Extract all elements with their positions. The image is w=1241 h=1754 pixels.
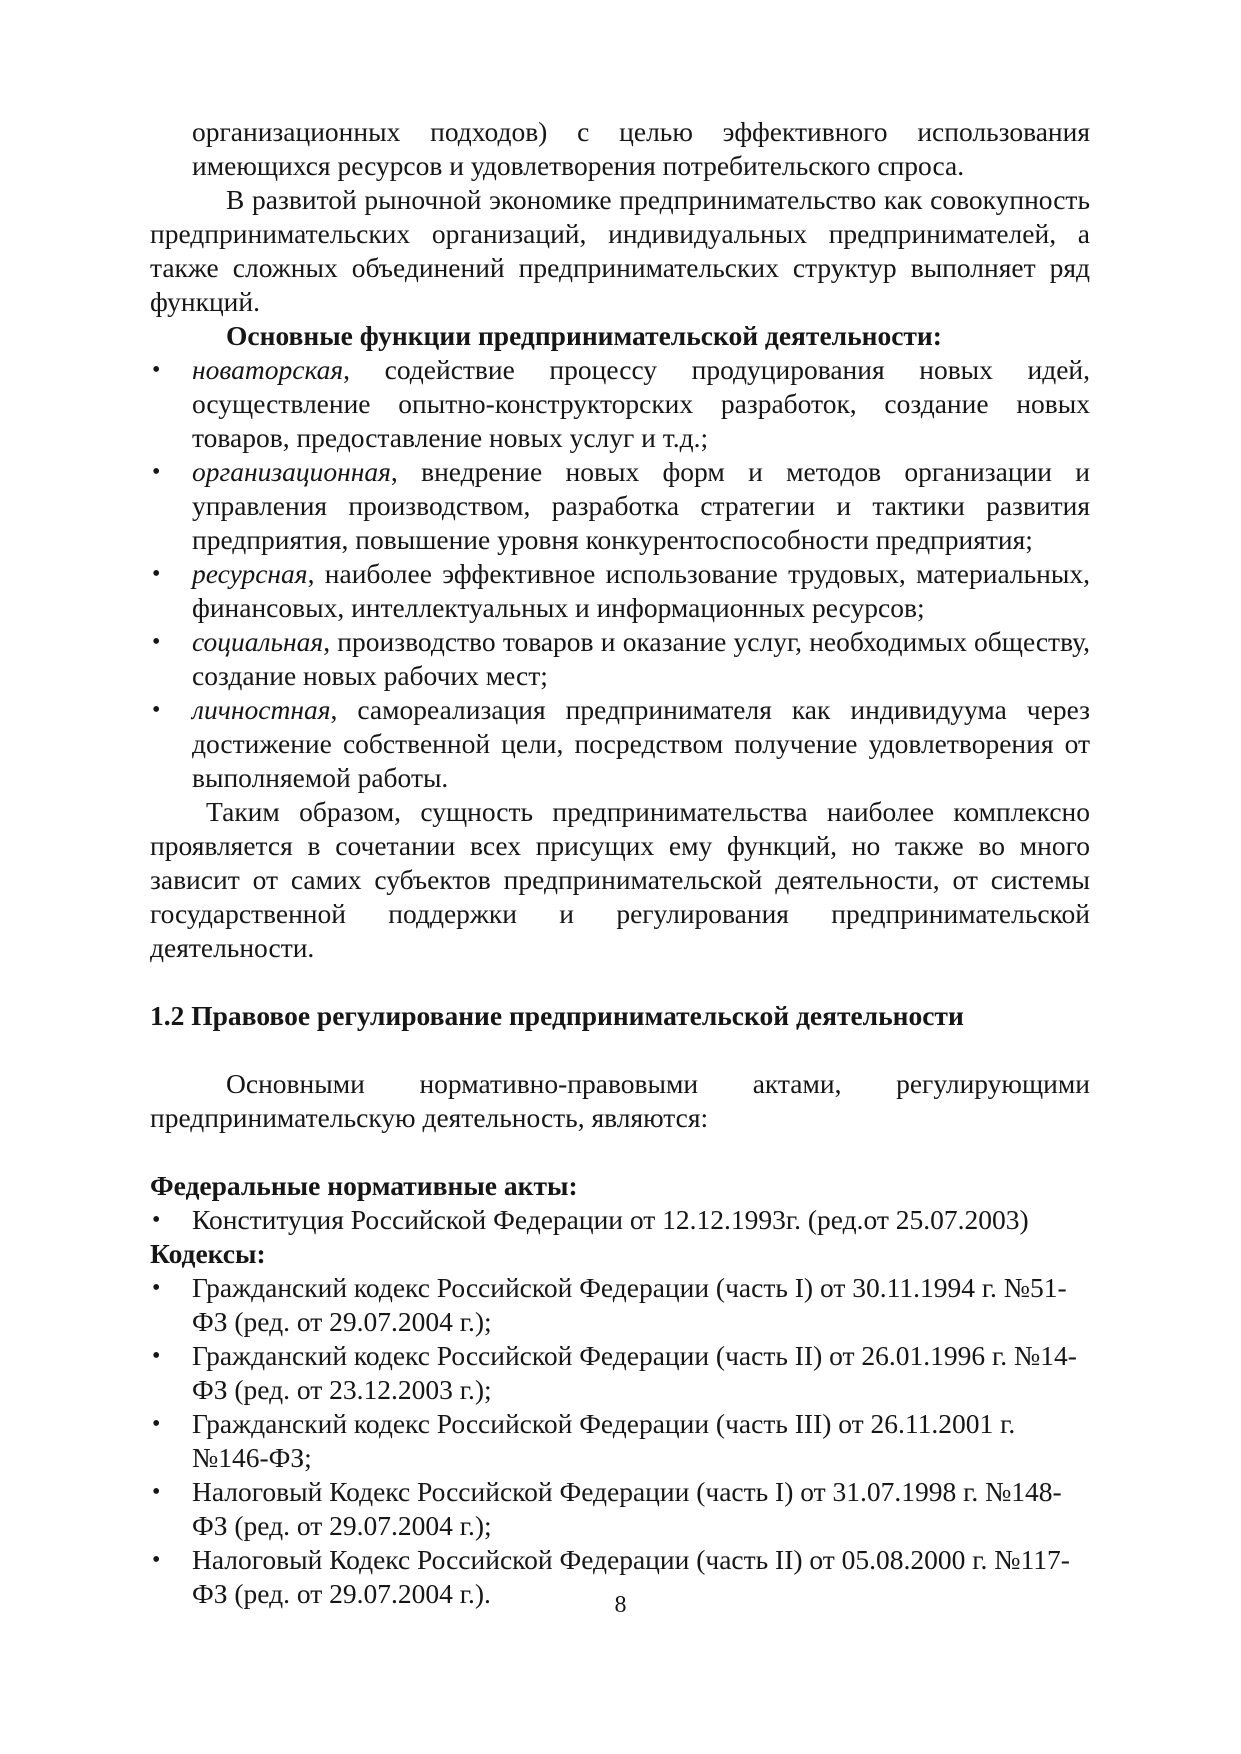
section-title: 1.2 Правовое регулирование предпринимательской деятельности <box>150 1000 964 1031</box>
bullet-icon: • <box>152 459 161 485</box>
function-term: социальная <box>192 626 324 657</box>
bullet-icon: • <box>152 697 161 723</box>
function-text: , внедрение новых форм и методов организации и управления производством, разработка стратегии и тактики развития предприятия, повышение уровня конкурентоспособности предприятия; <box>192 456 1090 555</box>
bullet-icon: • <box>152 1275 161 1301</box>
function-text: , наиболее эффективное использование трудовых, материальных, финансовых, интеллектуальных и информационных ресурсов; <box>192 558 1090 623</box>
code-text: Налоговый Кодекс Российской Федерации (часть II) от 05.08.2000 г. №117-ФЗ (ред. от 29.07.2004 г.). <box>192 1544 1070 1609</box>
federal-act-text: Конституция Российской Федерации от 12.12.1993г. (ред.от 25.07.2003) <box>192 1204 1029 1235</box>
list-item <box>150 455 1090 557</box>
function-term: личностная <box>192 694 331 725</box>
bullet-icon: • <box>152 1343 161 1369</box>
list-item <box>150 1407 1090 1475</box>
intro-continuation: организационных подходов) с целью эффективного использования имеющихся ресурсов и удовлетворения потребительского спроса. <box>192 116 1090 181</box>
list-item <box>150 693 1090 795</box>
function-text: , производство товаров и оказание услуг, необходимых обществу, создание новых рабочих мест; <box>192 626 1090 691</box>
function-text: , самореализация предпринимателя как индивидуума через достижение собственной цели, посредством получение удовлетворения от выполняемой работы. <box>192 694 1090 793</box>
function-text: , содействие процессу продуцирования новых идей, осуществление опытно-конструкторских разработок, создание новых товаров, предоставление новых услуг и т.д.; <box>192 354 1090 453</box>
bullet-icon: • <box>152 1207 161 1233</box>
federal-acts-list <box>150 1203 1090 1237</box>
bullet-icon: • <box>152 561 161 587</box>
spacer <box>150 1033 1090 1067</box>
bullet-icon: • <box>152 1547 161 1573</box>
functions-heading: Основные функции предпринимательской деятельности: <box>226 320 942 351</box>
federal-acts-label: Федеральные нормативные акты: <box>150 1170 578 1201</box>
function-term: организационная <box>192 456 391 487</box>
code-text: Гражданский кодекс Российской Федерации (часть I) от 30.11.1994 г. №51-ФЗ (ред. от 29.07.2004 г.); <box>192 1272 1067 1337</box>
codes-list <box>150 1271 1090 1611</box>
code-text: Гражданский кодекс Российской Федерации (часть III) от 26.11.2001 г. №146-ФЗ; <box>192 1408 1016 1473</box>
list-item <box>150 557 1090 625</box>
bullet-icon: • <box>152 357 161 383</box>
paragraph-market: В развитой рыночной экономике предпринимательство как совокупность предпринимательских организаций, индивидуальных предпринимателей, а также сложных объединений предпринимательских структур выполняет ряд функций. <box>150 184 1090 317</box>
code-text: Налоговый Кодекс Российской Федерации (часть I) от 31.07.1998 г. №148-ФЗ (ред. от 29.07.2004 г.); <box>192 1476 1062 1541</box>
codes-label: Кодексы: <box>150 1238 266 1269</box>
spacer <box>150 1135 1090 1169</box>
page-number: 8 <box>614 1592 627 1618</box>
list-item <box>150 1203 1090 1237</box>
paragraph-acts: Основными нормативно-правовыми актами, регулирующими предпринимательскую деятельность, являются: <box>150 1068 1090 1133</box>
function-term: новаторская <box>192 354 344 385</box>
list-item <box>150 625 1090 693</box>
page-content <box>150 115 1090 1611</box>
bullet-icon: • <box>152 629 161 655</box>
functions-list <box>150 353 1090 795</box>
list-item <box>150 1339 1090 1407</box>
list-item <box>150 353 1090 455</box>
paragraph-conclusion: Таким образом, сущность предпринимательства наиболее комплексно проявляется в сочетании всех присущих ему функций, но также во много зависит от самих субъектов предпринимательской деятельности, от системы государственной поддержки и регулирования предпринимательской деятельности. <box>150 796 1090 963</box>
bullet-icon: • <box>152 1411 161 1437</box>
code-text: Гражданский кодекс Российской Федерации (часть II) от 26.01.1996 г. №14-ФЗ (ред. от 23.12.2003 г.); <box>192 1340 1077 1405</box>
function-term: ресурсная <box>192 558 308 589</box>
list-item <box>150 1271 1090 1339</box>
list-item <box>150 1475 1090 1543</box>
bullet-icon: • <box>152 1479 161 1505</box>
